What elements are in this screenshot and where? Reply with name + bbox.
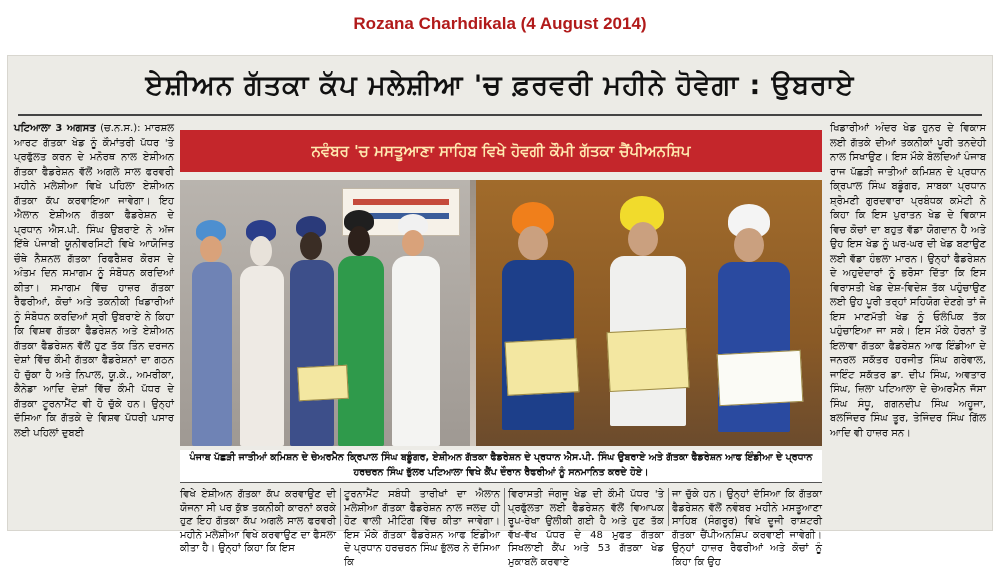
bottom-column-2: ਵਿਖੇ ਏਸ਼ੀਅਨ ਗੱਤਕਾ ਕੱਪ ਕਰਵਾਉਣ ਦੀ ਯੋਜਨਾ ਸੀ ਪਰ ਕੁੱਝ ਤਕਨੀਕੀ ਕਾਰਨਾਂ ਕਰਕੇ ਹੁਣ ਇਹ ਗੱਤਕਾ ਕੱਪ ਅਗਲੇ ਸਾਲ ਫਰਵਰੀ ਮਹੀਨੇ ਮਲੇਸ਼ੀਆ ਵਿਖੇ ਕਰਵਾਉਣ ਦਾ ਫੈਸਲਾ ਕੀਤਾ ਹੈ। ਉਨ੍ਹਾਂ ਕਿਹਾ ਕਿ ਇਸ [180,489,336,554]
column-divider [504,488,505,526]
photo-caption: ਪੰਜਾਬ ਪੱਛੜੀ ਜਾਤੀਆਂ ਕਮਿਸ਼ਨ ਦੇ ਚੇਅਰਮੈਨ ਕ੍ਰਿਪਾਲ ਸਿੰਘ ਬਡੂੰਗਰ, ਏਸ਼ੀਅਨ ਗੱਤਕਾ ਫੈਡਰੇਸ਼ਨ ਦੇ ਪ੍ਰਧਾਨ ਐਸ.ਪੀ. ਸਿੰਘ ਉਬਰਾਏ ਅਤੇ ਗੱਤਕਾ ਫੈਡਰੇਸ਼ਨ ਆਫ ਇੰਡੀਆ ਦੇ ਪ੍ਰਧਾਨ ਹਰਚਰਨ ਸਿੰਘ ਭੁੱਲਰ ਪਟਿਆਲਾ ਵਿਖੇ ਕੈਂਪ ਦੌਰਾਨ ਰੈਫਰੀਆਂ ਨੂੰ ਸਨਮਾਨਿਤ ਕਰਦੇ ਹੋਏ। [180,450,822,483]
event-photo [180,180,822,446]
article-column-1 [14,122,174,524]
headline: ਏਸ਼ੀਅਨ ਗੱਤਕਾ ਕੱਪ ਮਲੇਸ਼ੀਆ 'ਚ ਫ਼ਰਵਰੀ ਮਹੀਨੇ ਹੋਵੇਗਾ : ਉਬਰਾਏ [145,70,855,101]
column-1-text: (ਚ.ਨ.ਸ.): ਮਾਰਸ਼ਲ ਆਰਟ ਗੱਤਕਾ ਖੇਡ ਨੂੰ ਕੌਮਾਂਤਰੀ ਪੱਧਰ 'ਤੇ ਪ੍ਰਫੁੱਲਤ ਕਰਨ ਦੇ ਮਨੋਰਥ ਨਾਲ ਏਸ਼ੀਅਨ ਗੱਤਕਾ ਫੈਡਰੇਸ਼ਨ ਵੱਲੋਂ ਅਗਲੇ ਸਾਲ ਫਰਵਰੀ ਮਹੀਨੇ ਮਲੇਸ਼ੀਆ ਵਿਖੇ ਪਹਿਲਾ ਏਸ਼ੀਅਨ ਗੱਤਕਾ ਕੱਪ ਕਰਵਾਇਆ ਜਾਵੇਗਾ। ਇਹ ਐਲਾਨ ਏਸ਼ੀਅਨ ਗੱਤਕਾ ਫੈਡਰੇਸ਼ਨ ਦੇ ਪ੍ਰਧਾਨ ਐਸ.ਪੀ. ਸਿੰਘ ਉਬਰਾਏ ਨੇ ਅੱਜ ਇੱਥੇ ਪੰਜਾਬੀ ਯੂਨੀਵਰਸਿਟੀ ਵਿਖੇ ਆਯੋਜਿਤ ਚੌਥੇ ਨੈਸ਼ਨਲ ਗੱਤਕਾ ਰਿਫਰੈਸ਼ਰ ਕੋਰਸ ਦੇ ਅੰਤਮ ਦਿਨ ਸਮਾਗਮ ਨੂੰ ਸੰਬੋਧਨ ਕਰਦਿਆਂ ਕੀਤਾ। ਸਮਾਗਮ ਵਿੱਚ ਹਾਜ਼ਰ ਗੱਤਕਾ ਰੈਫਰੀਆਂ, ਕੋਚਾਂ ਅਤੇ ਤਕਨੀਕੀ ਖਿਡਾਰੀਆਂ ਨੂੰ ਸੰਬੋਧਨ ਕਰਦਿਆਂ ਸ੍ਰੀ ਉਬਰਾਏ ਨੇ ਕਿਹਾ ਕਿ ਵਿਸ਼ਵ ਗੱਤਕਾ ਫੈਡਰੇਸ਼ਨ ਅਤੇ ਏਸ਼ੀਅਨ ਗੱਤਕਾ ਫੈਡਰੇਸ਼ਨ ਵੱਲੋਂ ਹੁਣ ਤੱਕ ਤਿੰਨ ਦਰਜਨ ਦੇਸ਼ਾਂ ਵਿੱਚ ਕੌਮੀ ਗੱਤਕਾ ਫੈਡਰੇਸ਼ਨਾਂ ਦਾ ਗਠਨ ਹੋ ਚੁੱਕਾ ਹੈ ਅਤੇ ਨਿਪਾਲ, ਯੂ.ਕੇ., ਅਮਰੀਕਾ, ਕੈਨੇਡਾ ਆਦਿ ਦੇਸ਼ਾਂ ਵਿੱਚ ਕੌਮੀ ਪੱਧਰ ਦੇ ਗੱਤਕਾ ਟੂਰਨਾਮੈਂਟ ਵੀ ਹੋ ਚੁੱਕੇ ਹਨ। ਉਨ੍ਹਾਂ ਦੱਸਿਆ ਕਿ ਗੱਤਕੇ ਦੇ ਵਿਸ਼ਵ ਪੱਧਰੀ ਪਸਾਰ ਲਈ ਪਹਿਲਾਂ ਦੁਬਈ [14,123,174,439]
subheadline-banner: ਨਵੰਬਰ 'ਚ ਮਸਤੂਆਣਾ ਸਾਹਿਬ ਵਿਖੇ ਹੋਵਗੀ ਕੌਮੀ ਗੱਤਕਾ ਚੈਂਪੀਅਨਸ਼ਿਪ [180,130,822,172]
award-plaque [297,365,349,402]
photo-right-group [476,180,822,446]
dateline: ਪਟਿਆਲਾ 3 ਅਗਸਤ [14,123,96,134]
column-divider [668,488,669,526]
bottom-column-4: ਵਿਰਾਸਤੀ ਜੰਗਜੂ ਖੇਡ ਦੀ ਕੌਮੀ ਪੱਧਰ 'ਤੇ ਪ੍ਰਫੁੱਲਤਾ ਲਈ ਫੈਡਰੇਸ਼ਨ ਵੱਲੋਂ ਵਿਆਪਕ ਰੂਪ-ਰੇਖਾ ਉਲੀਕੀ ਗਈ ਹੈ ਅਤੇ ਹੁਣ ਤੱਕ ਵੱਖ-ਵੱਖ ਪੱਧਰ ਦੇ 48 ਮੁਫਤ ਗੱਤਕਾ ਸਿਖਲਾਈ ਕੈਂਪ ਅਤੇ 53 ਗੱਤਕਾ ਖੇਡ ਮੁਕਾਬਲੇ ਕਰਵਾਏ [508,489,664,568]
referee-1-certificate [505,338,580,396]
column-divider [340,488,341,526]
article-column-6: ਖਿਡਾਰੀਆਂ ਅੰਦਰ ਖੇਡ ਹੁਨਰ ਦੇ ਵਿਕਾਸ ਲਈ ਗੱਤਕੇ ਦੀਆਂ ਤਕਨੀਕਾਂ ਪੂਰੀ ਤਨਦੇਹੀ ਨਾਲ ਸਿਖਾਉਣ। ਇਸ ਮੌਕੇ ਬੋਲਦਿਆਂ ਪੰਜਾਬ ਰਾਜ ਪੱਛੜੀ ਜਾਤੀਆਂ ਕਮਿਸ਼ਨ ਦੇ ਪ੍ਰਧਾਨ ਕ੍ਰਿਪਾਲ ਸਿੰਘ ਬਡੂੰਗਰ, ਸਾਬਕਾ ਪ੍ਰਧਾਨ ਸ਼੍ਰੋਮਣੀ ਗੁਰਦਵਾਰਾ ਪ੍ਰਬੰਧਕ ਕਮੇਟੀ ਨੇ ਕਿਹਾ ਕਿ ਇਸ ਪੁਰਾਤਨ ਖੇਡ ਦੇ ਵਿਕਾਸ ਵਿਚ ਕੋਚਾਂ ਦਾ ਬਹੁਤ ਵੱਡਾ ਯੋਗਦਾਨ ਹੈ ਅਤੇ ਉਹ ਇਸ ਖੇਡ ਨੂੰ ਘਰ-ਘਰ ਦੀ ਖੇਡ ਬਣਾਉਣ ਲਈ ਵੱਡਾ ਹੰਭਲਾ ਮਾਰਨ। ਉਨ੍ਹਾਂ ਫੈਡਰੇਸ਼ਨ ਦੇ ਅਹੁਦੇਦਾਰਾਂ ਨੂੰ ਭਰੋਸਾ ਦਿੱਤਾ ਕਿ ਇਸ ਵਿਰਾਸਤੀ ਖੇਡ ਦੇਸ਼-ਵਿਦੇਸ਼ ਤੱਕ ਪਹੁੰਚਾਉਣ ਲਈ ਉਹ ਪੂਰੀ ਤਰ੍ਹਾਂ ਸਹਿਯੋਗ ਦੇਣਗੇ ਤਾਂ ਜੋ ਇਸ ਮਾਣਮੱਤੀ ਖੇਡ ਨੂੰ ਓਲੰਪਿਕ ਤੱਕ ਪਹੁੰਚਾਇਆ ਜਾ ਸਕੇ। ਇਸ ਮੌਕੇ ਹੋਰਨਾਂ ਤੋਂ ਇਲਾਵਾ ਗੱਤਕਾ ਫੈਡਰੇਸ਼ਨ ਆਫ ਇੰਡੀਆ ਦੇ ਜਨਰਲ ਸਕੱਤਰ ਹਰਜੀਤ ਸਿੰਘ ਗਰੇਵਾਲ, ਜਾਇੰਟ ਸਕੱਤਰ ਡਾ. ਦੀਪ ਸਿੰਘ, ਅਵਤਾਰ ਸਿੰਘ, ਜ਼ਿਲਾ ਪਟਿਆਲਾ ਦੇ ਚੇਅਰਮੈਨ ਜੱਸਾ ਸਿੰਘ ਸੰਧੂ, ਗਗਨਦੀਪ ਸਿੰਘ ਅਹੂਜਾ, ਬਲਜਿੰਦਰ ਸਿੰਘ ਤੂਰ, ਤੇਜਿੰਦਰ ਸਿੰਘ ਗਿੱਲ ਆਦਿ ਵੀ ਹਾਜ਼ਰ ਸਨ। [830,123,986,439]
bottom-column-3: ਟੂਰਨਾਮੈਂਟ ਸਬੰਧੀ ਤਾਰੀਖਾਂ ਦਾ ਐਲਾਨ ਮਲੇਸ਼ੀਆ ਗੱਤਕਾ ਫੈਡਰੇਸ਼ਨ ਨਾਲ ਜਲਦ ਹੀ ਹੋਣ ਵਾਲੀ ਮੀਟਿੰਗ ਵਿੱਚ ਕੀਤਾ ਜਾਵੇਗਾ। ਇਸ ਮੌਕੇ ਗੱਤਕਾ ਫੈਡਰੇਸ਼ਨ ਆਫ ਇੰਡੀਆ ਦੇ ਪ੍ਰਧਾਨ ਹਰਚਰਨ ਸਿੰਘ ਭੁੱਲਰ ਨੇ ਦੱਸਿਆ ਕਿ [344,489,500,568]
referee-2-certificate [606,328,689,392]
referee-3-certificate [717,350,804,406]
photo-left-group [180,180,470,446]
newspaper-clipping [8,56,992,568]
bottom-column-5: ਜਾ ਚੁੱਕੇ ਹਨ। ਉਨ੍ਹਾਂ ਦੱਸਿਆ ਕਿ ਗੱਤਕਾ ਫੈਡਰੇਸ਼ਨ ਵੱਲੋਂ ਨਵੰਬਰ ਮਹੀਨੇ ਮਸਤੂਆਣਾ ਸਾਹਿਬ (ਸੰਗਰੂਰ) ਵਿਖੇ ਦੂਜੀ ਰਾਸ਼ਟਰੀ ਗੱਤਕਾ ਚੈਂਪੀਅਨਸ਼ਿਪ ਕਰਵਾਈ ਜਾਵੇਗੀ। ਉਨ੍ਹਾਂ ਹਾਜ਼ਰ ਰੈਫਰੀਆਂ ਅਤੇ ਕੋਚਾਂ ਨੂੰ ਕਿਹਾ ਕਿ ਉਹ [672,489,822,568]
source-line: Rozana Charhdikala (4 August 2014) [353,14,647,33]
headline-rule [18,114,982,116]
